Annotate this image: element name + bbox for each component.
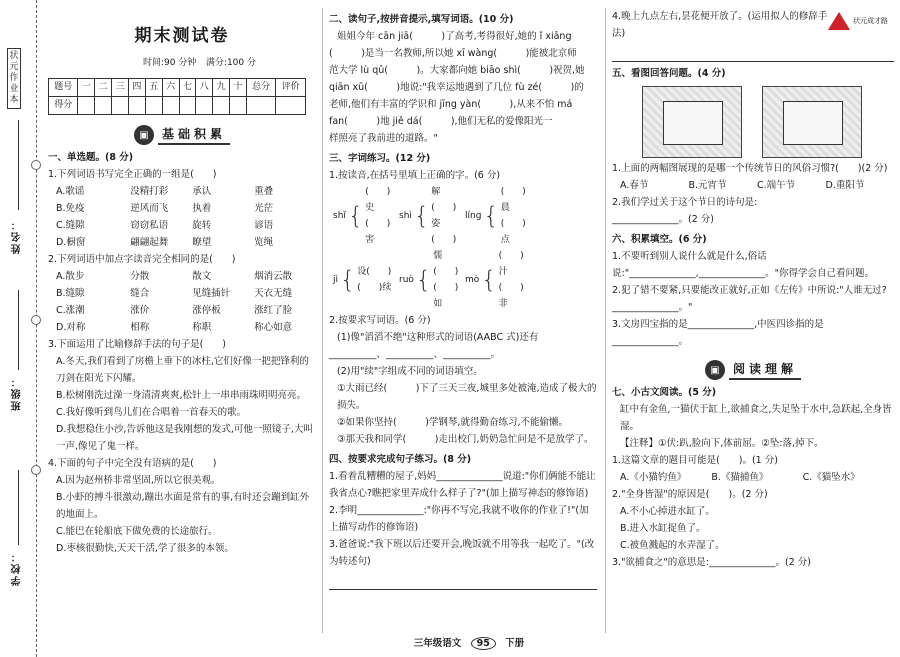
option-word: A.散步: [56, 271, 85, 282]
option-text: B.小虾的搏斗很激动,蹦出水面是常有的事,有时还会蹦到缸外的地面上。: [56, 492, 310, 520]
score-header-cell: 一: [78, 79, 95, 97]
score-header-cell: 二: [95, 79, 112, 97]
score-header-cell: 九: [213, 79, 230, 97]
class-field-label: 班级：: [12, 375, 23, 411]
pinyin-blank[interactable]: ( )汁: [498, 251, 524, 277]
score-header-cell: 六: [162, 79, 179, 97]
option-word: 涨价: [130, 305, 150, 316]
section-heading: 二、读句子,按拼音提示,填写词语。(10 分): [329, 14, 514, 25]
question-text: (2)用"续"字组成不同的词语填空。: [337, 366, 483, 377]
option-word: 没精打彩: [130, 186, 169, 197]
classical-passage: 缸中有金鱼,一猫伏于缸上,欲捕食之,失足坠于水中,急跃起,全身皆湿。: [620, 404, 892, 432]
score-table: [48, 78, 306, 115]
question-text: 1.按读音,在括号里填上正确的字。(6 分): [329, 170, 501, 181]
section-heading: 三、字词练习。(12 分): [329, 153, 431, 164]
brace-glyph: {: [340, 266, 356, 294]
pinyin-label: ruò: [399, 275, 414, 285]
binding-hole: [31, 315, 41, 325]
score-cell[interactable]: [196, 97, 213, 115]
column-divider: [322, 8, 323, 633]
pinyin-label: shǐ: [333, 211, 346, 221]
section-heading: 一、单选题。(8 分): [48, 152, 134, 163]
score-cell[interactable]: [95, 97, 112, 115]
logo-icon: [828, 12, 850, 30]
score-cell[interactable]: [230, 97, 247, 115]
section-banner-basics: ▣ 基础积累: [48, 125, 316, 145]
brace-glyph: {: [483, 202, 499, 230]
option-choice: B.《猫捕鱼》: [711, 472, 769, 483]
name-field-line[interactable]: [18, 120, 19, 210]
option-word: 称心如意: [254, 322, 293, 333]
option-word: 缝合: [130, 288, 150, 299]
festival-options: [612, 177, 894, 194]
score-header-cell: 总分: [246, 79, 275, 97]
score-cell[interactable]: [78, 97, 95, 115]
pinyin-label: shì: [399, 211, 412, 221]
brace-glyph: {: [481, 266, 497, 294]
column-1: [48, 8, 316, 557]
festival-picture-right: [762, 86, 862, 158]
passage-line: 样照亮了我前进的道路。": [329, 133, 438, 144]
option-word: 承认: [192, 186, 212, 197]
option-choice: A.《小猫钓鱼》: [620, 472, 687, 483]
column-2: [329, 8, 597, 592]
question-text: 3.下面运用了比喻修辞手法的句子是( ): [48, 339, 226, 350]
option-text: B.进入水缸捉鱼了。: [620, 523, 706, 534]
passage-line: 老师,他们有丰富的学识和 jīng yàn( ),从来不怕 má: [329, 99, 573, 110]
score-cell[interactable]: [112, 97, 129, 115]
pinyin-group: [399, 248, 465, 312]
question-text: 1.这篇文章的题目可能是( )。(1 分): [612, 455, 778, 466]
pinyin-blank[interactable]: 懦( ): [433, 251, 459, 277]
section-heading: 六、积累填空。(6 分): [612, 234, 707, 245]
pinyin-blank[interactable]: ( )晨: [500, 187, 526, 213]
question-text: 2."全身皆湿"的原因是( )。(2 分): [612, 489, 768, 500]
option-word: 翩翩起舞: [130, 237, 169, 248]
section-heading: 四、按要求完成句子练习。(8 分): [329, 454, 472, 465]
option-row: [48, 217, 316, 234]
passage-line: fan( )地 jiě dá( ),他们无私的爱像阳光一: [329, 116, 553, 127]
option-word: D.橱窗: [56, 237, 86, 248]
option-word: 瞭望: [192, 237, 212, 248]
page-footer: [335, 635, 603, 650]
pinyin-blank[interactable]: 解( ): [431, 187, 457, 213]
score-header-cell: 八: [196, 79, 213, 97]
option-word: 光茫: [254, 203, 274, 214]
pinyin-label: jì: [333, 275, 339, 285]
answer-blank[interactable]: __________、__________、__________。: [329, 349, 501, 360]
footer-subject: 三年级语文: [413, 638, 462, 649]
question-text: 2.下列词语中加点字读音完全相同的是( ): [48, 254, 236, 265]
question-text: 1.看着乱糟糟的屋子,妈妈______________说道:"你们俩能不能让我省点心?瞧把家里弄成什么样子了?"(加上描写神态的修饰语): [329, 471, 596, 499]
option-text: C.我好像听到鸟儿们在合唱着一首春天的歌。: [56, 407, 247, 418]
pinyin-group: [333, 248, 399, 312]
option-word: A.歌谣: [56, 186, 85, 197]
brace-glyph: {: [413, 202, 430, 230]
answer-line[interactable]: [329, 572, 597, 590]
pinyin-blank[interactable]: ( )害: [365, 219, 391, 245]
option-text: D.我想稳住小沙,告诉他这是我刚想的发式,可他一照镜子,大叫一声,像见了鬼一样。: [56, 424, 313, 452]
pinyin-blank[interactable]: ( )史: [365, 187, 391, 213]
option-word: 逆风而飞: [130, 203, 169, 214]
score-cell[interactable]: [246, 97, 275, 115]
score-row-label: 得分: [49, 97, 78, 115]
option-text: B.松树刚洗过澡一身清清爽爽,松针上一串串雨珠明明亮亮。: [56, 390, 307, 401]
pinyin-label: líng: [465, 211, 482, 221]
title-options: [612, 469, 894, 486]
pinyin-blank[interactable]: ( )续: [357, 283, 392, 293]
score-cell[interactable]: [276, 97, 306, 115]
column-3: [612, 8, 894, 571]
question-text: 2.我们学过关于这个节日的诗句是:: [612, 197, 758, 208]
option-word: 天衣无缝: [254, 288, 293, 299]
option-word: B.免疫: [56, 203, 85, 214]
option-choice: C.《猫坠水》: [802, 472, 860, 483]
option-word: 览绳: [254, 237, 274, 248]
question-text: 3."欲捕食之"的意思是:______________。(2 分): [612, 557, 811, 568]
option-text: A.冬天,我们看到了房檐上垂下的冰柱,它们好像一把把锋利的刀剑在阳光下闪耀。: [56, 356, 309, 384]
question-text: 2.按要求写词语。(6 分): [329, 315, 431, 326]
option-word: 涨红了脸: [254, 305, 293, 316]
score-header-cell: 四: [129, 79, 146, 97]
passage-line: ( )是当一名教师,所以她 xī wàng( )能被北京师: [329, 48, 577, 59]
name-field-label: 姓名：: [12, 218, 23, 254]
question-text: 1.下列词语书写完全正确的一组是( ): [48, 169, 217, 180]
answer-line[interactable]: [612, 44, 894, 62]
q1-options: [48, 183, 316, 251]
q2-options: [48, 268, 316, 336]
option-word: D.对称: [56, 322, 86, 333]
score-cell[interactable]: [129, 97, 146, 115]
score-header-cell: 评价: [276, 79, 306, 97]
pinyin-blank[interactable]: ( )非: [498, 283, 524, 309]
option-word: C.涨潮: [56, 305, 85, 316]
passage-line: qiān xū( )地说:"我幸运地遇到了几位 fù zé( )的: [329, 82, 584, 93]
question-text: (1)像"滔滔不绝"这种形式的词语(AABC 式)还有: [337, 332, 539, 343]
option-choice: B.元宵节: [688, 180, 727, 191]
question-text: 1.不要听到别人说什么就是什么,俗话说:"______________,______________。"你得学会自己看问题。: [612, 251, 874, 279]
pinyin-blank[interactable]: 设( ): [357, 267, 392, 277]
option-word: 谚语: [254, 220, 274, 231]
question-text: 4.晚上九点左右,昙花便开放了。(运用拟人的修辞手法): [612, 11, 828, 39]
section-banner-reading: ▣ 阅读理解: [612, 360, 894, 380]
score-header-cell: 七: [179, 79, 196, 97]
option-word: 涨停板: [192, 305, 221, 316]
publisher-logo: 状元成才路: [828, 12, 888, 30]
question-text: ②如果你坚持( )学钢琴,就得勤奋练习,不能偷懒。: [337, 417, 568, 428]
option-text: A.不小心掉进水缸了。: [620, 506, 715, 517]
pinyin-group: [531, 184, 597, 248]
festival-picture-left: [642, 86, 742, 158]
option-choice: D.重阳节: [825, 180, 865, 191]
question-text: 2.李明______________:"你再不写完,我就不收你的作业了!"(加上描写动作的修饰语): [329, 505, 589, 533]
option-row: [48, 302, 316, 319]
option-word: 旋转: [192, 220, 212, 231]
score-cell[interactable]: [162, 97, 179, 115]
question-text: 3.文房四宝指的是______________,中医四诊指的是______________。: [612, 319, 824, 347]
question-text: ③那天我和同学( )走出校门,奶奶急忙问是不是放学了。: [337, 434, 594, 445]
option-word: 烟消云散: [254, 271, 293, 282]
option-word: 执着: [192, 203, 212, 214]
pinyin-label: mò: [465, 275, 480, 285]
festival-pictures: [642, 86, 894, 158]
passage-note: 【注释】①伏:趴,脸向下,体前屈。②坠:落,掉下。: [620, 438, 824, 449]
score-header-cell: 十: [230, 79, 247, 97]
passage-line: 姐姐今年 cān jiā( )了高考,考得很好,她的 ǐ xiāng: [337, 31, 572, 42]
option-text: D.枣核很勤快,天天干活,学了很多的本领。: [56, 543, 234, 554]
pinyin-group: [531, 248, 597, 312]
page-number: 95: [471, 637, 496, 650]
brand-label: 状元作业本: [7, 48, 21, 109]
book-icon: ▣: [134, 125, 154, 145]
binding-hole: [31, 160, 41, 170]
question-text: ①大雨已经( )下了三天三夜,城里多处被淹,造成了极大的损失。: [337, 383, 597, 411]
class-field-line[interactable]: [18, 290, 19, 370]
passage-line: 范大学 lù qǔ( )。大家都向她 biāo shì( )祝贺,她: [329, 65, 585, 76]
pinyin-grid: [329, 184, 597, 312]
school-field-label: 学校：: [12, 550, 23, 586]
score-cell[interactable]: [145, 97, 162, 115]
option-word: C.缝隙: [56, 220, 85, 231]
question-text: 2.犯了错不要紧,只要能改正就好,正如《左传》中所说:"人谁无过?______________。": [612, 285, 887, 313]
binding-hole: [31, 465, 41, 475]
score-cell[interactable]: [213, 97, 230, 115]
option-word: 称职: [192, 322, 212, 333]
footer-volume: 下册: [505, 638, 525, 649]
score-header-cell: 三: [112, 79, 129, 97]
option-row: [48, 200, 316, 217]
answer-blank[interactable]: ______________。(2 分): [612, 214, 714, 225]
option-row: [48, 285, 316, 302]
column-divider: [605, 8, 606, 633]
option-choice: C.端午节: [757, 180, 796, 191]
exam-time: 时间:90 分钟: [143, 58, 197, 68]
option-row: [48, 268, 316, 285]
pinyin-blank[interactable]: 姿( ): [431, 219, 457, 245]
pinyin-group: [465, 248, 531, 312]
pinyin-group: [399, 184, 465, 248]
score-header-cell: 题号: [49, 79, 78, 97]
score-cell[interactable]: [179, 97, 196, 115]
option-word: 窃窃私语: [130, 220, 169, 231]
question-text: 4.下面的句子中完全没有语病的是( ): [48, 458, 217, 469]
option-text: A.因为赵州桥非常坚固,所以它很美观。: [56, 475, 221, 486]
brace-glyph: {: [347, 202, 364, 230]
option-word: 散文: [192, 271, 212, 282]
page-title: 期末测试卷: [134, 26, 230, 46]
brace-glyph: {: [415, 266, 432, 294]
book-icon: ▣: [705, 360, 725, 380]
pinyin-group: [333, 184, 399, 248]
option-word: 分散: [130, 271, 150, 282]
binding-dashed-line: [36, 0, 37, 657]
option-word: B.缝隙: [56, 288, 85, 299]
pinyin-blank[interactable]: ( )如: [433, 283, 459, 309]
option-word: 见缝插针: [192, 288, 231, 299]
option-word: 相称: [130, 322, 150, 333]
option-word: 重叠: [254, 186, 274, 197]
score-header-cell: 五: [145, 79, 162, 97]
pinyin-group: [465, 184, 531, 248]
option-row: [48, 319, 316, 336]
question-text: 1.上面的两幅图展现的是哪一个传统节日的风俗习惯?( )(2 分): [612, 163, 888, 174]
section-heading: 五、看图回答问题。(4 分): [612, 68, 726, 79]
school-field-line[interactable]: [18, 470, 19, 545]
option-row: [48, 183, 316, 200]
exam-full-score: 满分:100 分: [205, 58, 256, 68]
binding-strip: [0, 0, 40, 657]
option-choice: A.春节: [620, 180, 649, 191]
question-text: 3.爸爸说:"我下班以后还要开会,晚饭就不用等我一起吃了。"(改为转述句): [329, 539, 595, 567]
option-text: C.能巴在轮船底下做免费的长途旅行。: [56, 526, 218, 537]
pinyin-blank[interactable]: ( )点: [500, 219, 526, 245]
option-row: [48, 234, 316, 251]
option-text: C.被鱼溅起的水弄湿了。: [620, 540, 725, 551]
exam-meta: [48, 55, 316, 72]
section-heading: 七、小古文阅读。(5 分): [612, 387, 717, 398]
